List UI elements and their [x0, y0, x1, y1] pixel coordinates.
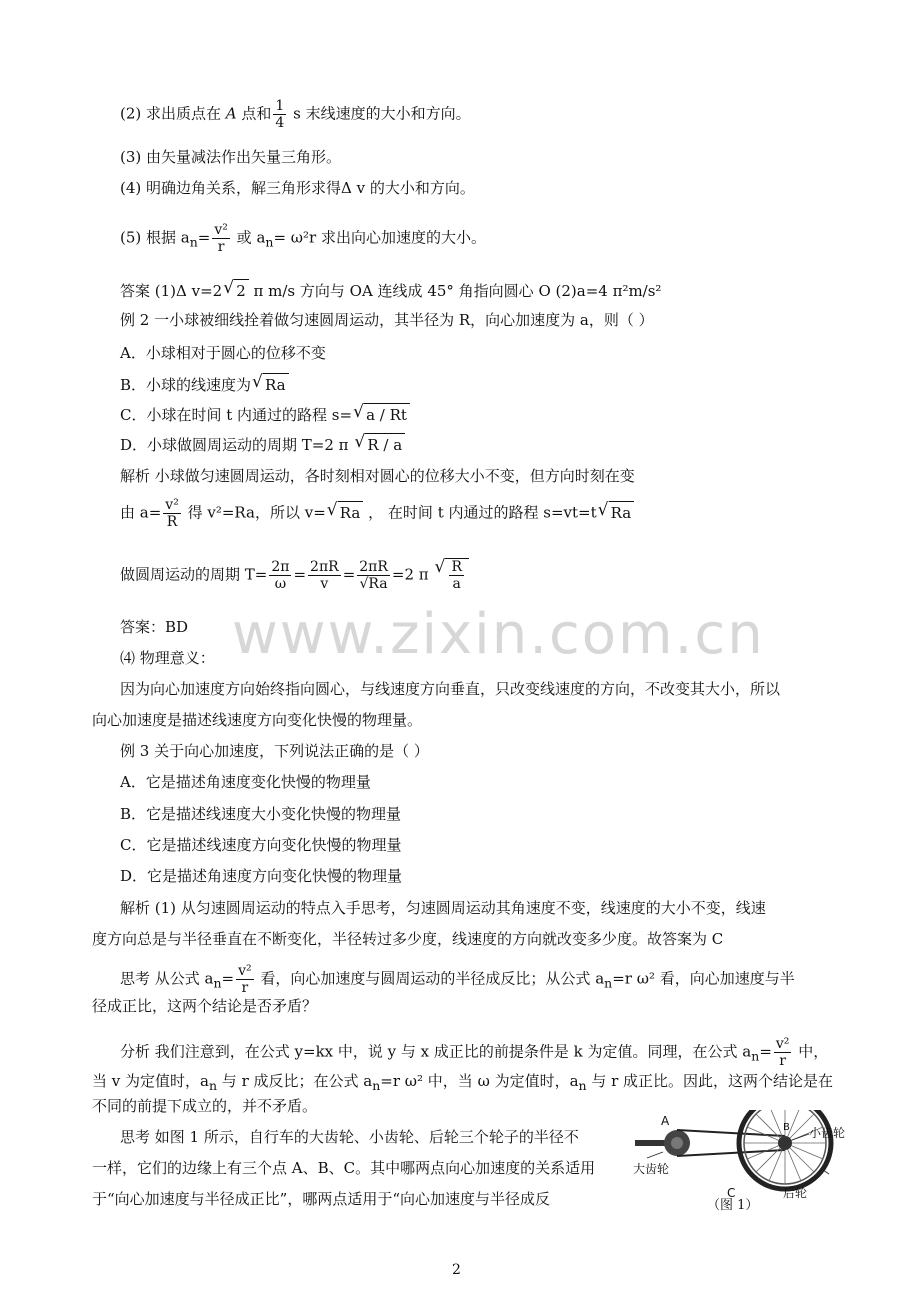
rear-wheel-label: 后轮: [783, 1186, 808, 1200]
fraction: [273, 98, 286, 131]
figure-caption: （图 1）: [707, 1198, 759, 1213]
subscript: n: [578, 1078, 587, 1093]
denominator: r: [217, 239, 225, 255]
numerator: v²: [238, 963, 252, 979]
text: 思考 从公式 a: [120, 969, 214, 988]
think-2-line-3: 于“向心加速度与半径成正比”，哪两点适用于“向心加速度与半径成反: [92, 1190, 551, 1208]
text: π m/s 方向与 OA 连线成 45° 角指向圆心 O (2)a=4 π²m/s²: [248, 282, 662, 300]
fraction: [163, 497, 181, 530]
think-2-line-1: 思考 如图 1 所示，自行车的大齿轮、小齿轮、后轮三个轮子的半径不: [120, 1128, 579, 1146]
text: A: [225, 104, 237, 123]
page-number: 2: [452, 1262, 461, 1278]
sqrt: √ R / a: [365, 433, 405, 456]
fraction: [449, 559, 464, 592]
label-c: C: [727, 1186, 736, 1200]
denominator: ω: [274, 576, 287, 592]
text: = ω²r 求出向心加速度的大小。: [273, 228, 486, 247]
numerator: √ R: [451, 559, 462, 575]
text: 得 v²=Ra，所以 v=: [182, 503, 326, 522]
subscript: n: [265, 234, 274, 250]
numerator: v²: [214, 222, 228, 238]
example-2: 例 2 一小球被细线拴着做匀速圆周运动，其半径为 R，向心加速度为 a，则（ ）: [120, 311, 654, 329]
sqrt: √ Ra: [338, 501, 364, 524]
example-2-option-d: [120, 433, 405, 456]
sqrt: √ a / Rt: [364, 403, 410, 426]
example-2-option-b: [120, 373, 289, 396]
think-1-line-1: [120, 963, 795, 996]
small-gear: [778, 1136, 792, 1150]
fraction: [357, 559, 390, 592]
text: =: [759, 1042, 772, 1061]
step-2-line: [120, 98, 471, 131]
denominator: v: [320, 576, 329, 592]
text: 看，向心加速度与圆周运动的半径成反比；从公式 a: [255, 969, 605, 988]
solution-3-line-2: 度方向总是与半径垂直在不断变化，半径转过多少度，线速度的方向就改变多少度。故答案为 C: [92, 930, 724, 948]
think-1-line-2: 径成正比，这两个结论是否矛盾？: [92, 997, 318, 1015]
numerator: v²: [165, 497, 179, 513]
meaning-line-2: 向心加速度是描述线速度方向变化快慢的物理量。: [92, 711, 423, 729]
text: 当 v 为定值时，a: [92, 1072, 209, 1090]
analysis-line-3: 不同的前提下成立的，并不矛盾。: [92, 1097, 318, 1115]
text: =: [197, 228, 211, 247]
fraction: [308, 559, 341, 592]
text: 由 a=: [120, 503, 162, 522]
meaning-heading: ⑷ 物理意义：: [120, 649, 215, 667]
think-2-line-2: 一样，它们的边缘上有三个点 A、B、C。其中哪两点向心加速度的关系适用: [92, 1159, 596, 1177]
chain-bottom: [677, 1150, 785, 1156]
denominator: r: [779, 1053, 786, 1069]
sqrt: √ Ra: [609, 501, 635, 524]
sqrt: √ 2: [234, 279, 249, 302]
example-3-option-a: A．它是描述角速度变化快慢的物理量: [120, 773, 371, 791]
small-gear-pointer: [792, 1134, 809, 1140]
subscript: n: [189, 234, 198, 250]
numerator: 2πR: [310, 559, 339, 575]
step-5-line: [120, 222, 486, 255]
text: =2 π: [391, 565, 434, 584]
step-3-line: (3) 由矢量减法作出矢量三角形。: [120, 148, 342, 166]
text: s 末线速度的大小和方向。: [288, 104, 471, 123]
text: 与 r 成反比；在公式 a: [217, 1072, 373, 1090]
text: ， 在时间 t 内通过的路程 s=vt=t: [363, 503, 597, 522]
text: (5) 根据 a: [120, 228, 190, 247]
big-gear-pointer: [647, 1152, 663, 1158]
text: D．小球做圆周运动的周期 T=2 π: [120, 436, 354, 454]
text: 中，: [793, 1042, 829, 1061]
answer-1: [120, 279, 661, 302]
small-gear-label: 小齿轮: [809, 1126, 846, 1140]
rear-wheel-pointer: [823, 1170, 829, 1174]
chain-top: [677, 1130, 785, 1136]
example-2-option-c: [120, 403, 410, 426]
denominator: a: [452, 576, 461, 592]
text: =r ω² 中，当 ω 为定值时，a: [380, 1072, 579, 1090]
denominator: r: [241, 980, 249, 996]
analysis-line-1: [120, 1036, 828, 1069]
denominator: R: [166, 514, 178, 530]
fraction: [774, 1036, 792, 1069]
text: 做圆周运动的周期 T=: [120, 565, 268, 584]
subscript: n: [208, 1078, 218, 1093]
numerator: v²: [775, 1036, 790, 1052]
solution-2-line-2: [120, 497, 634, 530]
label-a: A: [661, 1114, 670, 1128]
big-gear-label: 大齿轮: [633, 1162, 670, 1176]
text: =: [221, 969, 235, 988]
sqrt: √ Ra: [263, 373, 289, 396]
step-4-line: (4) 明确边角关系，解三角形求得Δ v 的大小和方向。: [120, 179, 475, 197]
solution-3-line-1: 解析 (1) 从匀速圆周运动的特点入手思考，匀速圆周运动其角速度不变，线速度的大小不变，线速: [120, 899, 766, 917]
text: (2) 求出质点在: [120, 104, 226, 123]
subscript: n: [751, 1048, 760, 1064]
text: 与 r 成正比。因此，这两个结论是在: [586, 1072, 834, 1090]
text: 分析 我们注意到，在公式 y=kx 中，说 y 与 x 成正比的前提条件是 k 为定值。同理，在公式 a: [120, 1042, 752, 1061]
analysis-line-2: [92, 1070, 833, 1097]
text: 点和: [236, 104, 272, 123]
solution-2-line-3: 做圆周运动的周期 T= $\frac{2\pi}{\omega}$ = $\frac{2\pi R}{v}$ = $\frac{2\pi R}{√Ra}$ =2 π √ $\frac{R}{a}$: [120, 558, 469, 592]
text: C．小球在时间 t 内通过的路程 s=: [120, 406, 353, 424]
solution-2-line-1: 解析 小球做匀速圆周运动，各时刻相对圆心的位移大小不变，但方向时刻在变: [120, 467, 635, 485]
denominator: 4: [275, 115, 285, 131]
bicycle-figure: [633, 1110, 863, 1213]
label-b: B: [783, 1122, 790, 1133]
subscript: n: [213, 975, 222, 991]
fraction: [212, 222, 230, 255]
example-3: 例 3 关于向心加速度，下列说法正确的是（ ）: [120, 742, 429, 760]
fraction: [236, 963, 254, 996]
subscript: n: [604, 975, 613, 991]
meaning-line-1: 因为向心加速度方向始终指向圆心，与线速度方向垂直，只改变线速度的方向，不改变其大小，所以: [120, 680, 781, 698]
example-3-option-c: C．它是描述线速度方向变化快慢的物理量: [120, 836, 402, 854]
example-3-option-b: B．它是描述线速度大小变化快慢的物理量: [120, 805, 402, 823]
numerator: 2π: [271, 559, 290, 575]
text: 或 a: [231, 228, 266, 247]
numerator: 1: [275, 98, 285, 114]
text: =r ω² 看，向心加速度与半: [612, 969, 795, 988]
big-gear-hub: [671, 1137, 683, 1149]
subscript: n: [372, 1078, 381, 1093]
denominator: √Ra: [359, 576, 388, 592]
answer-2: 答案：BD: [120, 618, 189, 636]
example-2-option-a: A．小球相对于圆心的位移不变: [120, 344, 326, 362]
sqrt: [445, 558, 469, 592]
pedal: [635, 1140, 669, 1146]
numerator: 2πR: [359, 559, 388, 575]
fraction: [269, 559, 291, 592]
text: B．小球的线速度为: [120, 376, 252, 394]
text: 答案 (1)Δ v=2: [120, 282, 223, 300]
watermark: www.zixin.com.cn: [232, 602, 765, 667]
example-3-option-d: D．它是描述角速度方向变化快慢的物理量: [120, 867, 403, 885]
